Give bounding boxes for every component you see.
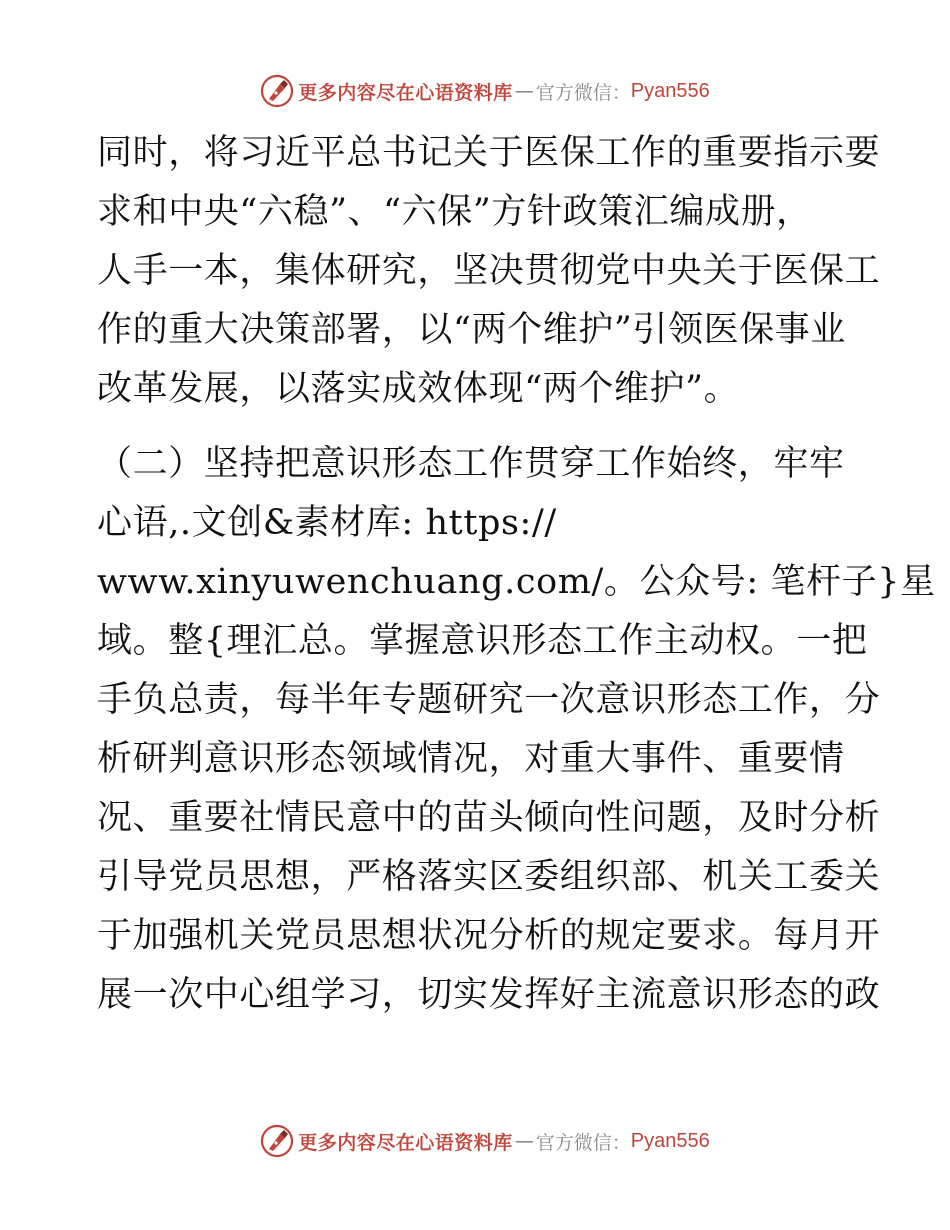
document-body [97,124,936,1025]
text-line: 改革发展，以落实成效体现“两个维护”。 [97,369,740,409]
text-line: 于加强机关党员思想状况分析的规定要求。每月开 [97,916,881,956]
banner-contact-label: 官方微信： [535,1131,631,1154]
text-line: 域。整{理汇总。掌握意识形态工作主动权。一把 [97,621,868,661]
text-line: 同时，将习近平总书记关于医保工作的重要指示要 [97,133,881,173]
text-line: 手负总责，每半年专题研究一次意识形态工作，分 [97,680,881,720]
paragraph-1 [97,124,881,419]
footer-banner [0,1121,950,1161]
text-line: 况、重要社情民意中的苗头倾向性问题，及时分析 [97,798,881,838]
text-line: 展一次中心组学习，切实发挥好主流意识形态的政 [97,975,881,1015]
text-line: 析研判意识形态领域情况，对重大事件、重要情 [97,739,845,779]
text-line: 心语,.文创&素材库: https:// [97,503,557,543]
pen-nib-logo-icon [260,1124,294,1158]
paragraph-gap [97,419,857,435]
text-line: 人手一本，集体研究，坚决贯彻党中央关于医保工 [97,251,881,291]
banner-contact-id: Pyan556 [630,79,710,102]
text-line: 作的重大决策部署，以“两个维护”引领医保事业 [97,310,846,350]
banner-contact-label: 官方微信： [535,81,631,104]
banner-title: 更多内容尽在心语资料库 [298,81,513,104]
text-line: www.xinyuwenchuang.com/。公众号: 笔杆子}星 [97,562,936,602]
banner-title: 更多内容尽在心语资料库 [298,1131,513,1154]
text-line: （二）坚持把意识形态工作贯穿工作始终，牢牢 [97,444,845,484]
pen-nib-logo-icon [260,74,294,108]
banner-dash: — [514,1130,534,1152]
header-banner [0,71,950,111]
banner-contact-id: Pyan556 [630,1129,710,1152]
banner-content [260,1124,710,1158]
paragraph-2 [97,435,936,1025]
text-line: 求和中央“六稳”、“六保”方针政策汇编成册， [97,192,812,232]
banner-dash: — [514,80,534,102]
banner-content [260,74,710,108]
text-line: 引导党员思想，严格落实区委组织部、机关工委关 [97,857,881,897]
